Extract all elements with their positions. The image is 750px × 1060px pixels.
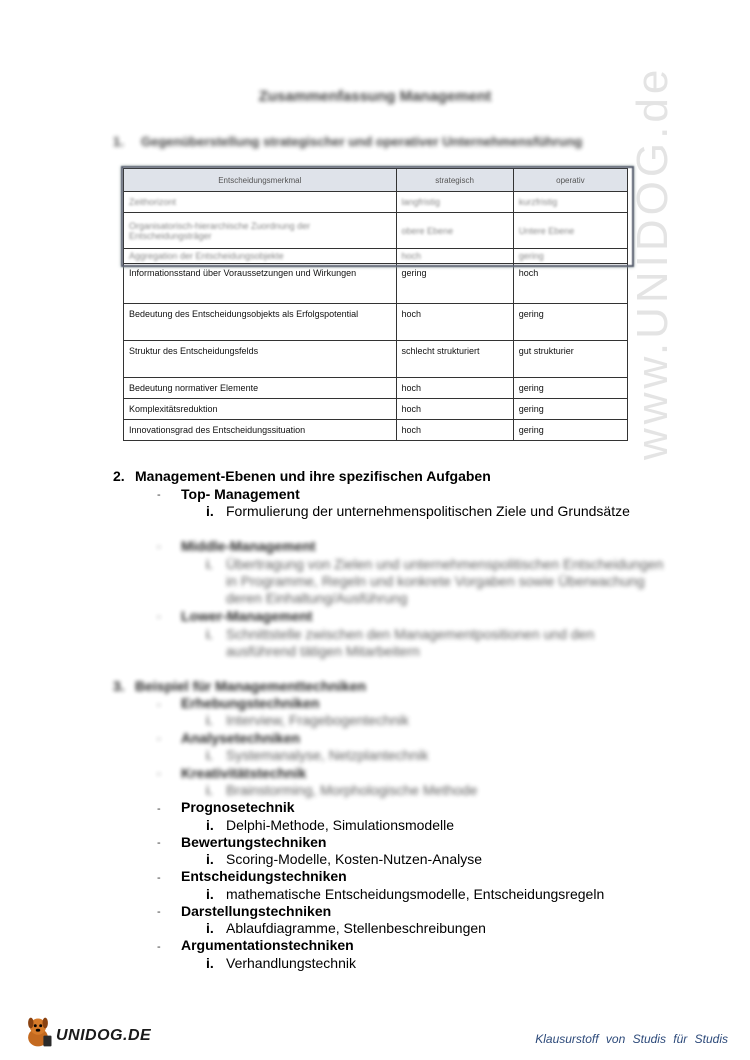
table-row bbox=[124, 341, 628, 378]
section-2-heading bbox=[113, 468, 491, 484]
table-cell: Bedeutung des Entscheidungsobjekts als Erfolgspotential bbox=[124, 304, 397, 341]
list-item-text: Systemanalyse, Netzplantechnik bbox=[226, 747, 429, 763]
table-cell: gering bbox=[513, 378, 627, 399]
list-dash: - bbox=[157, 699, 161, 711]
table-row bbox=[124, 378, 628, 399]
table-cell: gering bbox=[513, 420, 627, 441]
footer-slogan: Klausurstoff von Studis für Studis bbox=[535, 1032, 728, 1046]
table-cell: hoch bbox=[396, 399, 513, 420]
list-roman: i. bbox=[206, 556, 213, 572]
list-item-text: Ablaufdiagramme, Stellenbeschreibungen bbox=[226, 920, 486, 936]
watermark: www.UNIDOG.de bbox=[628, 65, 677, 460]
section-title: Management-Ebenen und ihre spezifischen Aufgaben bbox=[135, 468, 491, 484]
table-cell: Bedeutung normativer Elemente bbox=[124, 378, 397, 399]
dog-mascot-icon bbox=[20, 1014, 56, 1050]
table-header: operativ bbox=[513, 169, 627, 192]
table-row bbox=[124, 213, 628, 249]
list-roman: i. bbox=[206, 747, 213, 763]
table-cell: Struktur des Entscheidungsfelds bbox=[124, 341, 397, 378]
list-dash: - bbox=[157, 906, 161, 918]
table-row bbox=[124, 249, 628, 264]
list-dash: - bbox=[157, 837, 161, 849]
document-title: Zusammenfassung Management bbox=[258, 88, 492, 105]
table-cell: Komplexitätsreduktion bbox=[124, 399, 397, 420]
list-roman: i. bbox=[206, 503, 214, 519]
list-dash: - bbox=[157, 733, 161, 745]
table-cell: gering bbox=[513, 399, 627, 420]
list-item-label: Top- Management bbox=[181, 486, 300, 502]
table-cell: gering bbox=[513, 249, 627, 264]
table-cell: hoch bbox=[396, 249, 513, 264]
comparison-table bbox=[123, 168, 628, 441]
section-3-heading bbox=[113, 678, 366, 694]
list-roman: i. bbox=[206, 955, 214, 971]
list-item-label: Analysetechniken bbox=[181, 730, 301, 746]
section-number: 1. bbox=[113, 134, 124, 149]
table-cell: Organisatorisch-hierarchische Zuordnung der Entscheidungsträger bbox=[124, 213, 397, 249]
table-header-row bbox=[124, 169, 628, 192]
section-number: 2. bbox=[113, 468, 125, 484]
list-dash: - bbox=[157, 768, 161, 780]
table-row bbox=[124, 399, 628, 420]
list-roman: i. bbox=[206, 851, 214, 867]
list-item-label: Erhebungstechniken bbox=[181, 695, 320, 711]
list-item-text: Scoring-Modelle, Kosten-Nutzen-Analyse bbox=[226, 851, 483, 867]
list-item-label: Bewertungstechniken bbox=[181, 834, 327, 850]
list-roman: i. bbox=[206, 712, 213, 728]
list-roman: i. bbox=[206, 920, 214, 936]
list-item-label: Prognosetechnik bbox=[181, 799, 295, 815]
list-dash: - bbox=[157, 803, 161, 815]
list-item-label: Lower-Management bbox=[181, 608, 313, 624]
list-roman: i. bbox=[206, 782, 213, 798]
list-item-label: Kreativitätstechnik bbox=[181, 765, 307, 781]
table-cell: gering bbox=[513, 304, 627, 341]
table-row bbox=[124, 420, 628, 441]
table-cell: hoch bbox=[396, 420, 513, 441]
list-item-text: Formulierung der unternehmenspolitischen Ziele und Grundsätze bbox=[226, 503, 630, 519]
list-dash: - bbox=[157, 872, 161, 884]
list-item-label: Entscheidungstechniken bbox=[181, 868, 347, 884]
table-row bbox=[124, 264, 628, 304]
list-item-text: mathematische Entscheidungsmodelle, Entscheidungsregeln bbox=[226, 886, 605, 902]
list-dash: - bbox=[157, 941, 161, 953]
table-header: Entscheidungsmerkmal bbox=[124, 169, 397, 192]
list-dash: - bbox=[157, 611, 161, 623]
table-cell: hoch bbox=[513, 264, 627, 304]
table-cell: Aggregation der Entscheidungsobjekte bbox=[124, 249, 397, 264]
list-item-text: Schnittstelle zwischen den Managementpositionen und den ausführend tätigen Mitarbeitern bbox=[226, 626, 595, 659]
table-cell: obere Ebene bbox=[396, 213, 513, 249]
table-cell: gut strukturier bbox=[513, 341, 627, 378]
table-cell: schlecht strukturiert bbox=[396, 341, 513, 378]
table-row bbox=[124, 304, 628, 341]
list-roman: i. bbox=[206, 817, 214, 833]
table-cell: kurzfristig bbox=[513, 192, 627, 213]
table-cell: Zeithorizont bbox=[124, 192, 397, 213]
list-item-label: Darstellungstechniken bbox=[181, 903, 332, 919]
table-cell: Informationsstand über Voraussetzungen und Wirkungen bbox=[124, 264, 397, 304]
table-cell: langfristig bbox=[396, 192, 513, 213]
table-cell: gering bbox=[396, 264, 513, 304]
table-cell: Untere Ebene bbox=[513, 213, 627, 249]
table-row bbox=[124, 192, 628, 213]
list-dash: - bbox=[157, 541, 161, 553]
unidog-logo-text: UNIDOG.DE bbox=[56, 1027, 152, 1044]
list-item-text: Verhandlungstechnik bbox=[226, 955, 356, 971]
section-1-heading bbox=[113, 134, 582, 149]
section-title: Gegenüberstellung strategischer und operativer Unternehmensführung bbox=[141, 134, 583, 149]
list-roman: i. bbox=[206, 886, 214, 902]
list-item-text: Brainstorming, Morphologische Methode bbox=[226, 782, 478, 798]
list-roman: i. bbox=[206, 626, 213, 642]
list-item-label: Middle-Management bbox=[181, 538, 316, 554]
table-cell: Innovationsgrad des Entscheidungssituation bbox=[124, 420, 397, 441]
table-header: strategisch bbox=[396, 169, 513, 192]
list-item-text: Delphi-Methode, Simulationsmodelle bbox=[226, 817, 455, 833]
list-dash: - bbox=[157, 489, 161, 501]
section-number: 3. bbox=[113, 678, 125, 694]
list-item-text: Übertragung von Zielen und unternehmenspolitischen Entscheidungen in Programme, Regeln und konkrete Vorgaben sowie Überwachung deren Einhaltung/Ausführung bbox=[226, 556, 664, 606]
table-cell: hoch bbox=[396, 378, 513, 399]
section-title: Beispiel für Managementtechniken bbox=[135, 678, 367, 694]
list-item-label: Argumentationstechniken bbox=[181, 937, 354, 953]
table-cell: hoch bbox=[396, 304, 513, 341]
list-item-text: Interview, Fragebogentechnik bbox=[226, 712, 409, 728]
